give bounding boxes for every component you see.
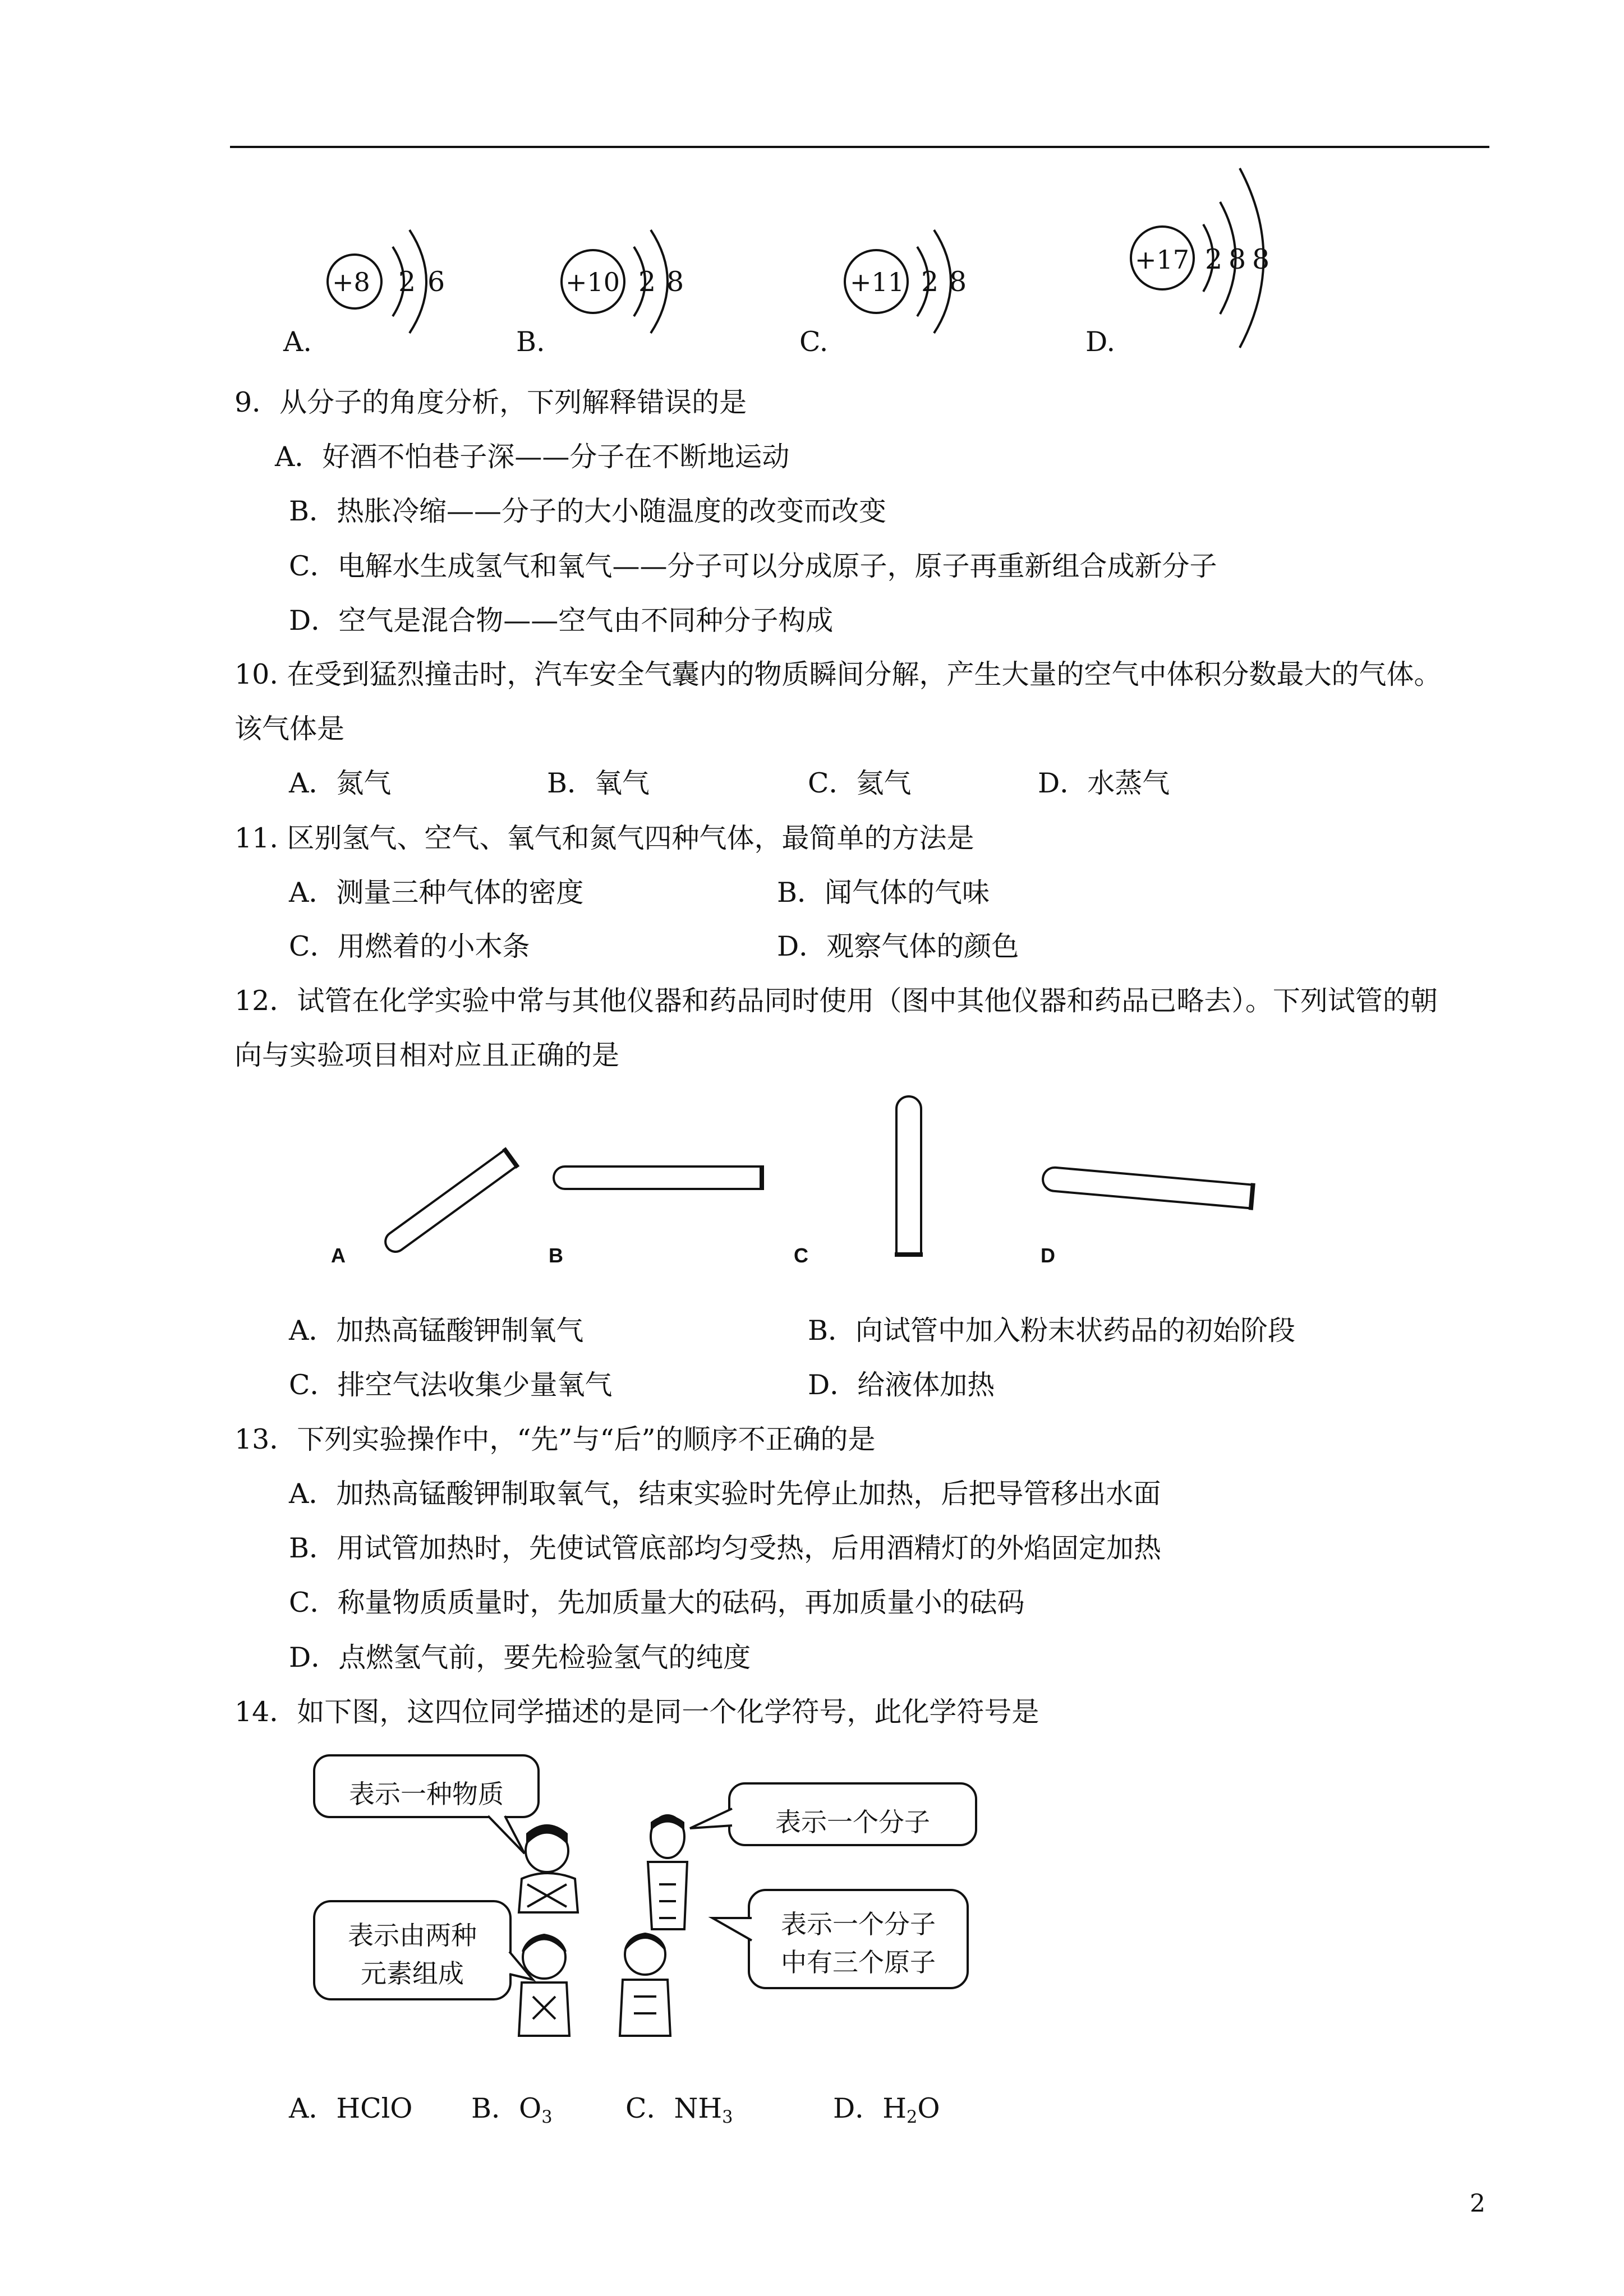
q12-option-b: B．向试管中加入粉末状药品的初始阶段 [808,1315,1296,1347]
test-tube-b [553,1161,766,1200]
atom-b-nucleus: +10 [565,267,620,297]
q14-option-a [289,2092,412,2126]
q12-option-d: D．给液体加热 [808,1369,995,1401]
atom-b-shell-2: 8 [666,266,684,298]
q14-option-c-formula: NH [674,2092,723,2124]
q12-option-c: C．排空气法收集少量氧气 [289,1369,613,1401]
q9-option-c: C．电解水生成氢气和氧气——分子可以分成原子，原子再重新组合成新分子 [289,550,1217,582]
q14-option-b-letter: B． [471,2092,519,2124]
q10-stem-line1: 10. 在受到猛烈撞击时，汽车安全气囊内的物质瞬间分解，产生大量的空气中体积分数最大的气体。 [234,658,1442,690]
q14-option-c [625,2092,733,2134]
bubble-bottom-right-line1: 表示一个分子 [781,1909,936,1939]
student-4 [620,1934,670,2036]
q9-option-d: D．空气是混合物——空气由不同种分子构成 [289,605,834,637]
q10-option-b: B．氧气 [547,767,650,799]
atom-d-shell-2: 8 [1229,243,1246,275]
page-number: 2 [1470,2189,1485,2218]
q11-option-a: A．测量三种气体的密度 [289,877,584,909]
q11-option-b: B．闻气体的气味 [777,877,990,909]
bubble-top-left-text: 表示一种物质 [349,1779,504,1809]
option-label-d: D. [1085,326,1116,358]
bubble-bottom-left-line1: 表示由两种 [348,1920,477,1951]
student-3 [519,1935,569,2036]
test-tube-a [365,1155,533,1251]
q13-option-a: A．加热高锰酸钾制取氧气，结束实验时先停止加热，后把导管移出水面 [289,1478,1161,1510]
test-tube-c [886,1096,931,1259]
q12-stem-line1: 12．试管在化学实验中常与其他仪器和药品同时使用（图中其他仪器和药品已略去）。下列试管的朝 [234,985,1438,1017]
q11-stem: 11. 区别氢气、空气、氧气和氮气四种气体，最简单的方法是 [234,822,974,854]
tube-label-b: B [549,1244,563,1267]
atom-d-nucleus: +17 [1135,245,1190,275]
q12-option-a: A．加热高锰酸钾制氧气 [289,1315,584,1347]
q12-stem-line2: 向与实验项目相对应且正确的是 [234,1039,620,1071]
q14-option-d-formula-after: O [917,2092,940,2124]
q13-option-b: B．用试管加热时，先使试管底部均匀受热，后用酒精灯的外焰固定加热 [289,1532,1162,1564]
q14-option-a-letter: A． [289,2092,337,2124]
atom-a-shell-2: 6 [427,266,445,298]
q14-option-b-subscript: 3 [541,2108,553,2128]
atom-c-nucleus: +11 [850,267,905,297]
student-2 [648,1815,687,1929]
q10-option-c: C．氦气 [808,767,912,799]
q14-option-b-formula: O [519,2092,542,2124]
atom-b-shell-1: 2 [638,266,656,298]
q14-option-d-subscript: 2 [907,2108,918,2128]
atom-a-shell-1: 2 [398,266,416,298]
q14-option-d-formula: H [882,2092,907,2124]
q10-stem-line2: 该气体是 [234,713,345,745]
option-label-a: A. [283,326,312,358]
header-rule [230,146,1489,148]
atom-a-nucleus: +8 [332,267,370,297]
student-figures [505,1817,746,2064]
tube-label-c: C [794,1244,808,1267]
q9-option-b: B．热胀冷缩——分子的大小随温度的改变而改变 [289,495,887,527]
q14-option-a-formula: HClO [336,2092,413,2124]
atom-c-shell-2: 8 [949,266,967,298]
test-tube-d [1038,1150,1262,1217]
bubble-bottom-left-line2: 元素组成 [361,1958,464,1989]
q11-option-d: D．观察气体的颜色 [777,930,1019,962]
q14-option-c-subscript: 3 [722,2108,733,2128]
option-label-b: B. [516,326,545,358]
q14-option-d-letter: D． [833,2092,883,2124]
q14-option-c-letter: C． [625,2092,674,2124]
bubble-top-right-text: 表示一个分子 [775,1807,930,1837]
q13-option-d: D．点燃氢气前，要先检验氢气的纯度 [289,1642,751,1673]
atom-d-shell-1: 2 [1205,243,1223,275]
q13-stem: 13．下列实验操作中，“先”与“后”的顺序不正确的是 [234,1423,876,1455]
q14-option-d [833,2092,940,2134]
atom-d-shell-3: 8 [1252,243,1270,275]
q11-option-c: C．用燃着的小木条 [289,930,530,962]
tube-label-d: D [1041,1244,1055,1267]
q14-stem: 14．如下图，这四位同学描述的是同一个化学符号，此化学符号是 [234,1696,1039,1728]
student-1 [519,1825,578,1912]
bubble-bottom-right-line2: 中有三个原子 [781,1947,936,1977]
tube-label-a: A [331,1244,346,1267]
q13-option-c: C．称量物质质量时，先加质量大的砝码，再加质量小的砝码 [289,1587,1025,1619]
q10-option-a: A．氮气 [289,767,392,799]
q10-option-d: D．水蒸气 [1038,767,1170,799]
q14-option-b [471,2092,553,2134]
option-label-c: C. [799,326,829,358]
q9-option-a: A．好酒不怕巷子深——分子在不断地运动 [275,441,790,473]
atom-c-shell-1: 2 [921,266,939,298]
q9-stem: 9．从分子的角度分析，下列解释错误的是 [234,386,747,418]
